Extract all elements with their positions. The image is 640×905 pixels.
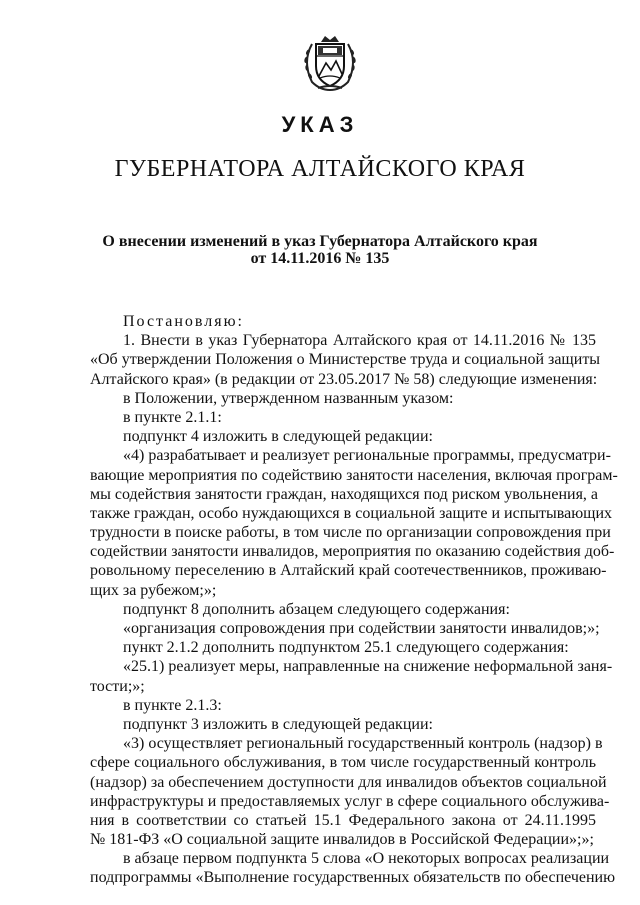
body-line: «Об утверждении Положения о Министерстве труда и социальной защиты <box>90 351 601 369</box>
body-line: «3) осуществляет региональный государственный контроль (надзор) в <box>123 735 603 753</box>
body-line: подпрограммы «Выполнение государственных обязательств по обеспечению <box>90 869 616 887</box>
body-line: (надзор) за обеспечением доступности для инвалидов объектов социальной <box>90 773 607 791</box>
body-line: содействии занятости инвалидов, мероприятия по оказанию содействия доб- <box>90 543 615 561</box>
document-body <box>90 312 618 888</box>
body-line: «25.1) реализует меры, направленные на снижение неформальной заня- <box>123 658 613 676</box>
body-line: в пункте 2.1.3: <box>123 696 222 714</box>
body-line: в Положении, утвержденном названным указом: <box>123 389 454 407</box>
document-type: УКАЗ <box>281 112 359 137</box>
body-line: подпункт 8 дополнить абзацем следующего содержания: <box>123 600 510 618</box>
body-line: ния в соответствии со статьей 15.1 Федерального закона от 24.11.1995 <box>90 811 596 829</box>
body-line: в пункте 2.1.1: <box>123 408 222 426</box>
body-line: тости;»; <box>90 677 145 695</box>
body-line: сфере социального обслуживания, в том числе государственный контроль <box>90 754 596 772</box>
body-line: вающие мероприятия по содействию занятости населения, включая програм- <box>90 466 618 484</box>
body-line: щих за рубежом;»; <box>90 581 217 599</box>
body-line: в абзаце первом подпункта 5 слова «О некоторых вопросах реализации <box>123 850 610 868</box>
body-line: ровольному переселению в Алтайский край соотечественников, проживаю- <box>90 562 607 580</box>
body-line: Постановляю: <box>123 313 244 330</box>
body-line: инфраструктуры и предоставляемых услуг в сфере социального обслужива- <box>90 792 610 810</box>
body-line: также граждан, особо нуждающихся в социальной защите и испытывающих <box>90 504 613 522</box>
body-line: подпункт 3 изложить в следующей редакции: <box>123 715 433 733</box>
body-line: мы содействия занятости граждан, находящихся под риском увольнения, а <box>90 485 599 503</box>
body-line: 1. Внести в указ Губернатора Алтайского края от 14.11.2016 № 135 <box>123 332 596 350</box>
body-line: пункт 2.1.2 дополнить подпунктом 25.1 следующего содержания: <box>123 639 569 657</box>
body-line: «4) разрабатывает и реализует региональные программы, предусматри- <box>123 447 611 465</box>
body-line: «организация сопровождения при содействии занятости инвалидов;»; <box>123 620 600 637</box>
document-title <box>0 233 640 267</box>
document-title-line: О внесении изменений в указ Губернатора Алтайского края <box>102 233 538 250</box>
body-line: трудности в поиске работы, в том числе по организации сопровождения при <box>90 524 611 542</box>
body-line: подпункт 4 изложить в следующей редакции: <box>123 428 433 446</box>
body-line: № 181-ФЗ «О социальной защите инвалидов в Российской Федерации»;»; <box>90 831 594 849</box>
body-line: Алтайского края» (в редакции от 23.05.2017 № 58) следующие изменения: <box>90 370 598 388</box>
issuer-title: ГУБЕРНАТОРА АЛТАЙСКОГО КРАЯ <box>114 156 526 182</box>
altai-krai-coat-of-arms-icon <box>298 30 362 94</box>
document-title-line: от 14.11.2016 № 135 <box>250 250 390 267</box>
